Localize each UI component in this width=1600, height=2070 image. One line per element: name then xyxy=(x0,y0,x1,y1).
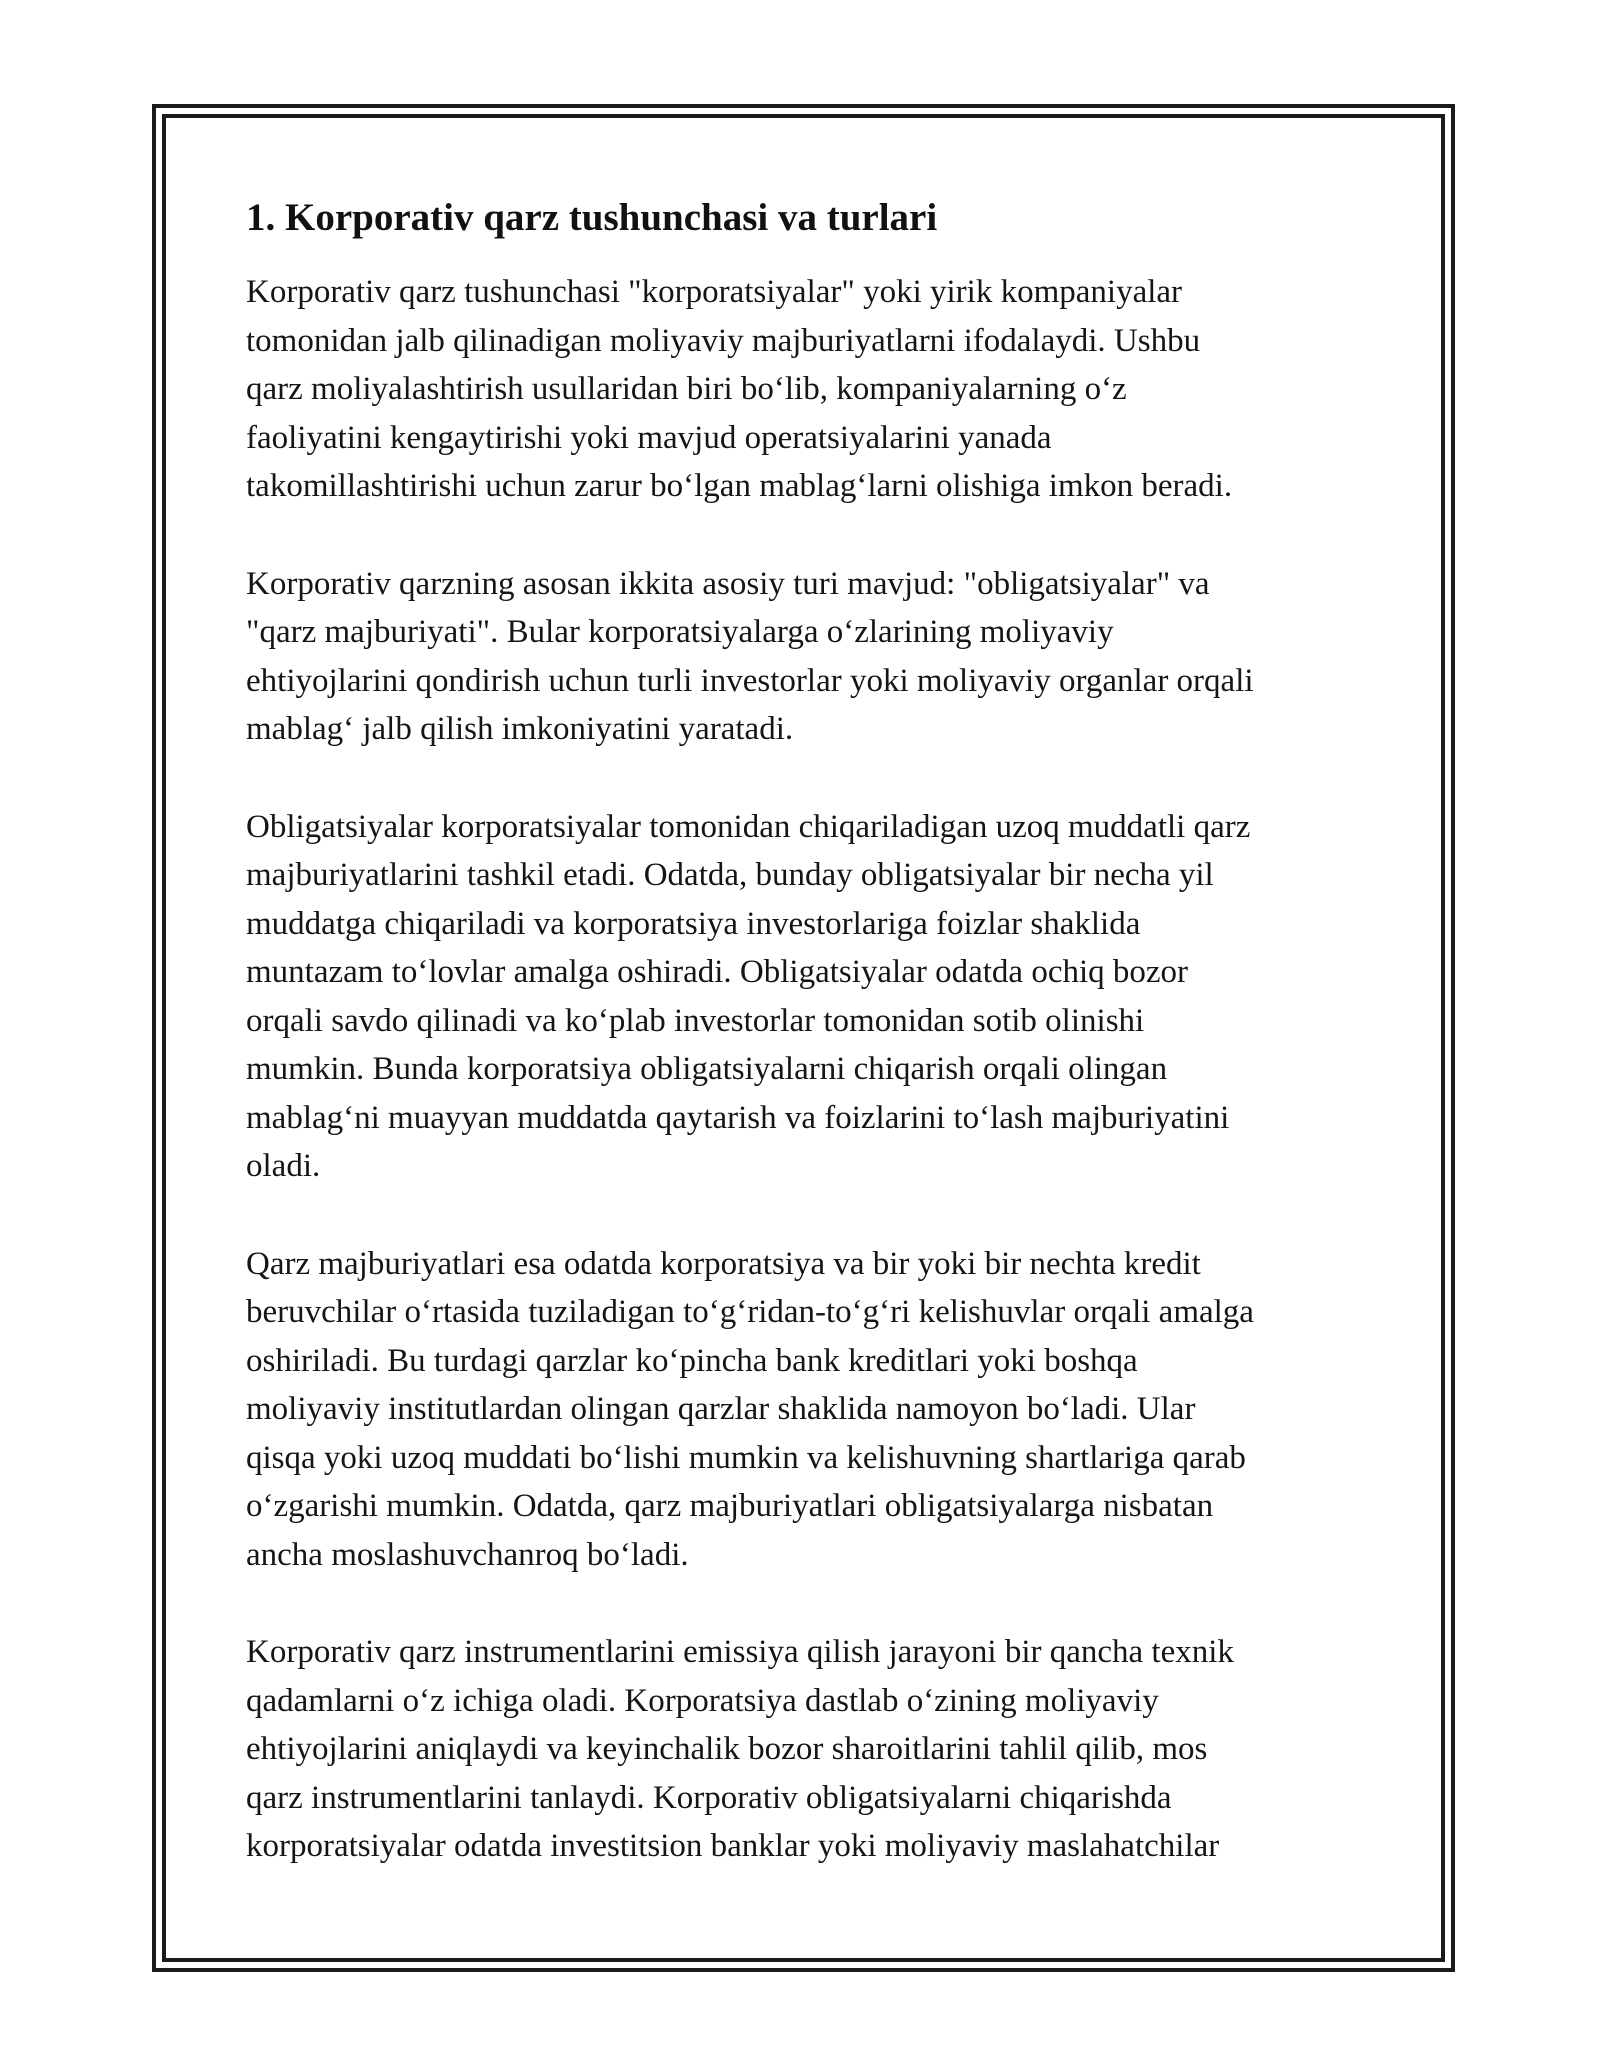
text-line: beruvchilar o‘rtasida tuziladigan to‘g‘ridan-to‘g‘ri kelishuvlar orqali amalga xyxy=(246,1294,1254,1330)
text-line: Obligatsiyalar korporatsiyalar tomonidan chiqariladigan uzoq muddatli qarz xyxy=(246,808,1251,845)
text-line: oladi. xyxy=(246,1148,321,1184)
paragraph-3 xyxy=(246,803,1396,1191)
text-line: mablag‘ jalb qilish imkoniyatini yaratadi. xyxy=(246,711,794,747)
text-line: muntazam to‘lovlar amalga oshiradi. Obligatsiyalar odatda ochiq bozor xyxy=(246,954,1189,990)
text-line: qarz moliyalashtirish usullaridan biri bo‘lib, kompaniyalarning o‘z xyxy=(246,371,1127,407)
text-line: Korporativ qarz instrumentlarini emissiya qilish jarayoni bir qancha texnik xyxy=(246,1634,1234,1670)
text-line: Qarz majburiyatlari esa odatda korporatsiya va bir yoki bir nechta kredit xyxy=(246,1245,1201,1282)
text-line: majburiyatlarini tashkil etadi. Odatda, bunday obligatsiyalar bir necha yil xyxy=(246,857,1214,893)
text-line: korporatsiyalar odatda investitsion banklar yoki moliyaviy maslahatchilar xyxy=(246,1828,1220,1864)
page-border-inner xyxy=(162,114,1445,1962)
text-line: ehtiyojlarini qondirish uchun turli investorlar yoki moliyaviy organlar orqali xyxy=(246,662,1254,699)
text-line: takomillashtirishi uchun zarur bo‘lgan mablag‘larni olishiga imkon beradi. xyxy=(246,468,1233,504)
paragraph-4 xyxy=(246,1240,1396,1580)
paragraph-2 xyxy=(246,560,1396,754)
text-line: orqali savdo qilinadi va ko‘plab investorlar tomonidan sotib olinishi xyxy=(246,1002,1145,1039)
paragraph-5 xyxy=(246,1628,1396,1871)
text-line: ancha moslashuvchanroq bo‘ladi. xyxy=(246,1536,689,1573)
text-line: tomonidan jalb qilinadigan moliyaviy majburiyatlarni ifodalaydi. Ushbu xyxy=(246,322,1201,359)
text-line: Korporativ qarzning asosan ikkita asosiy turi mavjud: "obligatsiyalar" va xyxy=(246,565,1210,602)
text-line: mablag‘ni muayyan muddatda qaytarish va foizlarini to‘lash majburiyatini xyxy=(246,1099,1230,1136)
text-line: "qarz majburiyati". Bular korporatsiyalarga o‘zlarining moliyaviy xyxy=(246,614,1114,650)
page-border-outer xyxy=(152,104,1455,1972)
text-line: ehtiyojlarini aniqlaydi va keyinchalik bozor sharoitlarini tahlil qilib, mos xyxy=(246,1731,1208,1767)
text-line: qisqa yoki uzoq muddati bo‘lishi mumkin va kelishuvning shartlariga qarab xyxy=(246,1439,1246,1476)
section-heading: 1. Korporativ qarz tushunchasi va turlari xyxy=(246,196,938,239)
text-line: qarz instrumentlarini tanlaydi. Korporativ obligatsiyalarni chiqarishda xyxy=(246,1779,1172,1816)
text-line: muddatga chiqariladi va korporatsiya investorlariga foizlar shaklida xyxy=(246,905,1141,942)
text-line: faoliyatini kengaytirishi yoki mavjud operatsiyalarini yanada xyxy=(246,419,1052,456)
text-line: moliyaviy institutlardan olingan qarzlar shaklida namoyon bo‘ladi. Ular xyxy=(246,1391,1196,1427)
text-line: o‘zgarishi mumkin. Odatda, qarz majburiyatlari obligatsiyalarga nisbatan xyxy=(246,1488,1214,1524)
text-line: Korporativ qarz tushunchasi "korporatsiyalar" yoki yirik kompaniyalar xyxy=(246,274,1183,310)
document-body xyxy=(246,194,1396,1920)
text-line: mumkin. Bunda korporatsiya obligatsiyalarni chiqarish orqali olingan xyxy=(246,1051,1168,1087)
paragraph-1 xyxy=(246,268,1396,511)
text-line: qadamlarni o‘z ichiga oladi. Korporatsiya dastlab o‘zining moliyaviy xyxy=(246,1682,1159,1719)
text-line: oshiriladi. Bu turdagi qarzlar ko‘pincha bank kreditlari yoki boshqa xyxy=(246,1342,1138,1379)
